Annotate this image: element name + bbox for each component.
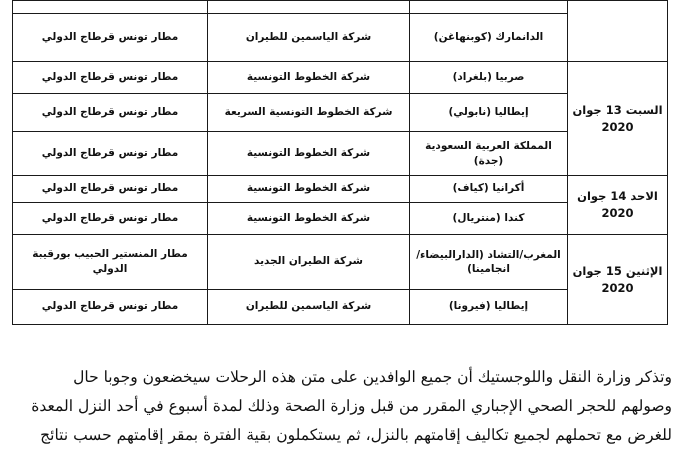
destination-cell: إيطاليا (نابولي) xyxy=(410,94,568,132)
destination-cell: صربيا (بلغراد) xyxy=(410,62,568,94)
paragraph-line: وصولهم للحجر الصحي الإجباري المقرر من قبل وزارة الصحة وذلك لمدة أسبوع في أحد النزل المعدة xyxy=(31,397,672,415)
destination-cell: المغرب/التشاد (الدارالبيضاء/انجامينا) xyxy=(410,235,568,290)
company-cell: شركة الخطوط التونسية xyxy=(208,132,410,176)
company-cell: شركة الياسمين للطيران xyxy=(208,14,410,62)
destination-cell: أكرانيا (كياف) xyxy=(410,176,568,203)
paragraph-line: للغرض مع تحملهم لجميع تكاليف إقامتهم بالنزل، ثم يستكملون بقية الفترة بمقر إقامتهم حسب نتائج xyxy=(40,426,672,444)
destination-cell: إيطاليا (فيرونا) xyxy=(410,290,568,325)
airport-cell: مطار تونس قرطاج الدولي xyxy=(13,62,208,94)
airport-cell: مطار المنستير الحبيب بورقيبة الدولي xyxy=(13,235,208,290)
date-cell: الإثنين 15 جوان 2020 xyxy=(568,235,668,325)
destination-cell xyxy=(410,1,568,14)
table-row xyxy=(13,62,668,94)
company-cell: شركة الخطوط التونسية xyxy=(208,203,410,235)
airport-cell: مطار تونس قرطاج الدولي xyxy=(13,203,208,235)
airport-cell: مطار تونس قرطاج الدولي xyxy=(13,176,208,203)
company-cell: شركة الياسمين للطيران xyxy=(208,290,410,325)
company-cell: شركة الخطوط التونسية xyxy=(208,176,410,203)
airport-cell: مطار تونس قرطاج الدولي xyxy=(13,94,208,132)
company-cell: شركة الخطوط التونسية xyxy=(208,62,410,94)
table-row xyxy=(13,176,668,203)
table-row xyxy=(13,235,668,290)
company-cell: شركة الخطوط التونسية السريعة xyxy=(208,94,410,132)
announcement-paragraph xyxy=(8,363,672,450)
company-cell: شركة الطيران الجديد xyxy=(208,235,410,290)
airport-cell: مطار تونس قرطاج الدولي xyxy=(13,132,208,176)
airport-cell: مطار تونس قرطاج الدولي xyxy=(13,14,208,62)
date-cell: الاحد 14 جوان 2020 xyxy=(568,176,668,235)
destination-cell: المملكة العربية السعودية (جدة) xyxy=(410,132,568,176)
paragraph-line: وتذكر وزارة النقل واللوجستيك أن جميع الوافدين على متن هذه الرحلات سيخضعون وجوبا حال xyxy=(73,368,672,386)
airport-cell xyxy=(13,1,208,14)
table-row xyxy=(13,1,668,14)
airport-cell: مطار تونس قرطاج الدولي xyxy=(13,290,208,325)
destination-cell: الدانمارك (كوبنهاغن) xyxy=(410,14,568,62)
flight-schedule-table xyxy=(12,0,668,325)
date-cell xyxy=(568,1,668,62)
date-cell: السبت 13 جوان 2020 xyxy=(568,62,668,176)
destination-cell: كندا (منتريال) xyxy=(410,203,568,235)
company-cell xyxy=(208,1,410,14)
